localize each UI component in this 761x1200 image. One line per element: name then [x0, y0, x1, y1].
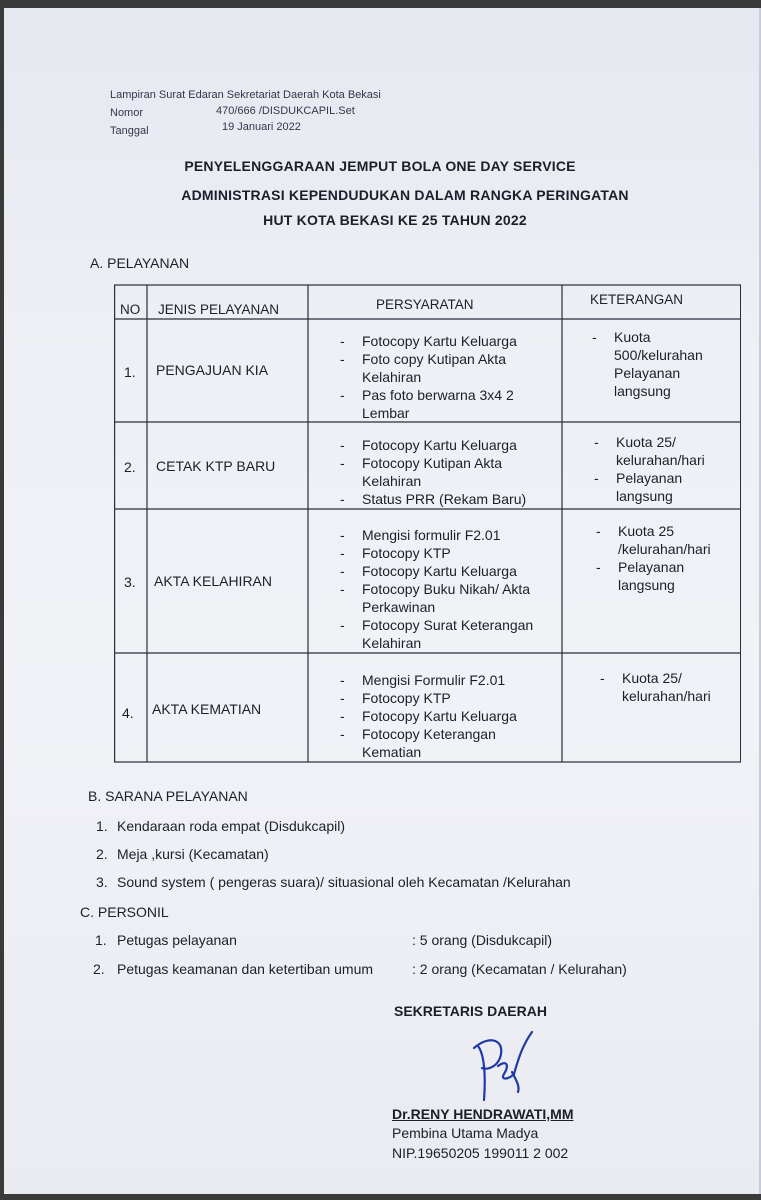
row-2-no: 2. [124, 459, 136, 475]
personil-item-1-label: Petugas pelayanan [117, 932, 237, 948]
row-1-jenis: PENGAJUAN KIA [156, 362, 269, 378]
requirement-item: - Fotocopy Keterangan Kematian [338, 725, 538, 761]
row-3-jenis: AKTA KELAHIRAN [154, 573, 273, 589]
note-item: - Kuota 25/ kelurahan/hari [598, 669, 728, 705]
note-item: - Pelayanan langsung [594, 558, 724, 594]
col-header-no: NO [120, 302, 141, 317]
row-2-keterangan [592, 433, 722, 505]
row-3-no: 3. [124, 574, 136, 590]
section-c-heading: C. PERSONIL [80, 904, 169, 920]
title-line-2: ADMINISTRASI KEPENDUDUKAN DALAM RANGKA PERINGATAN [181, 187, 629, 203]
row-2-persyaratan [338, 436, 538, 508]
lampiran-line: Lampiran Surat Edaran Sekretariat Daerah Kota Bekasi [110, 89, 381, 101]
row-4-no: 4. [122, 705, 134, 721]
personil-item-2-num: 2. [93, 961, 105, 977]
note-item: - Kuota 25 /kelurahan/hari [594, 522, 724, 558]
personil-item-2-value: : 2 orang (Kecamatan / Kelurahan) [412, 961, 627, 977]
section-a-heading: A. PELAYANAN [90, 255, 190, 271]
nomor-label: Nomor [110, 107, 144, 119]
row-4-keterangan [598, 669, 728, 705]
col-header-keterangan: KETERANGAN [590, 292, 684, 307]
col-header-jenis: JENIS PELAYANAN [158, 302, 280, 317]
title-line-1: PENYELENGGARAAN JEMPUT BOLA ONE DAY SERVICE [184, 158, 576, 174]
personil-item-2-label: Petugas keamanan dan ketertiban umum [117, 961, 374, 977]
sarana-item-3-num: 3. [96, 874, 108, 890]
signatory-rank: Pembina Utama Madya [392, 1125, 539, 1141]
row-3-persyaratan [338, 526, 548, 652]
requirement-item: - Fotocopy KTP [338, 544, 548, 562]
row-2-jenis: CETAK KTP BARU [156, 458, 276, 474]
requirement-item: - Fotocopy Kartu Keluarga [338, 562, 548, 580]
requirement-item: - Pas foto berwarna 3x4 2 Lembar [338, 386, 538, 422]
signatory-name: Dr.RENY HENDRAWATI,MM [392, 1106, 574, 1122]
requirement-item: - Status PRR (Rekam Baru) [338, 490, 538, 508]
requirement-item: - Fotocopy Kartu Keluarga [338, 332, 538, 350]
pelayanan-table [114, 273, 741, 763]
row-4-jenis: AKTA KEMATIAN [152, 701, 262, 717]
col-header-persyaratan: PERSYARATAN [376, 297, 474, 312]
requirement-item: - Fotocopy KTP [338, 689, 538, 707]
sarana-item-2: Meja ,kursi (Kecamatan) [117, 846, 269, 862]
handwritten-signature [460, 1024, 550, 1104]
sarana-item-3: Sound system ( pengeras suara)/ situasional oleh Kecamatan /Kelurahan [117, 874, 571, 890]
row-1-keterangan [590, 328, 710, 400]
personil-item-1-num: 1. [95, 932, 107, 948]
requirement-item: - Fotocopy Buku Nikah/ Akta Perkawinan [338, 580, 548, 616]
requirement-item: - Foto copy Kutipan Akta Kelahiran [338, 350, 538, 386]
row-3-keterangan [594, 522, 724, 594]
requirement-item: - Fotocopy Kutipan Akta Kelahiran [338, 454, 538, 490]
requirement-item: - Fotocopy Surat Keterangan Kelahiran [338, 616, 548, 652]
signatory-nip: NIP.19650205 199011 2 002 [392, 1145, 569, 1161]
note-item: - Kuota 500/kelurahan Pelayanan langsung [590, 328, 710, 400]
row-1-no: 1. [124, 364, 136, 380]
requirement-item: - Mengisi formulir F2.01 [338, 526, 548, 544]
tanggal-value: 19 Januari 2022 [222, 121, 301, 133]
note-item: - Kuota 25/ kelurahan/hari [592, 433, 722, 469]
sarana-item-2-num: 2. [96, 846, 108, 862]
nomor-value: 470/666 /DISDUKCAPIL.Set [216, 105, 355, 117]
note-item: - Pelayanan langsung [592, 469, 722, 505]
row-4-persyaratan [338, 671, 538, 761]
personil-item-1-value: : 5 orang (Disdukcapil) [412, 932, 553, 948]
requirement-item: - Mengisi Formulir F2.01 [338, 671, 538, 689]
requirement-item: - Fotocopy Kartu Keluarga [338, 436, 538, 454]
row-1-persyaratan [338, 332, 538, 422]
sarana-item-1-num: 1. [96, 818, 108, 834]
section-b-heading: B. SARANA PELAYANAN [88, 788, 248, 804]
signature-title: SEKRETARIS DAERAH [394, 1003, 547, 1019]
title-line-3: HUT KOTA BEKASI KE 25 TAHUN 2022 [263, 212, 527, 228]
tanggal-label: Tanggal [110, 125, 149, 137]
requirement-item: - Fotocopy Kartu Keluarga [338, 707, 538, 725]
sarana-item-1: Kendaraan roda empat (Disdukcapil) [117, 818, 346, 834]
